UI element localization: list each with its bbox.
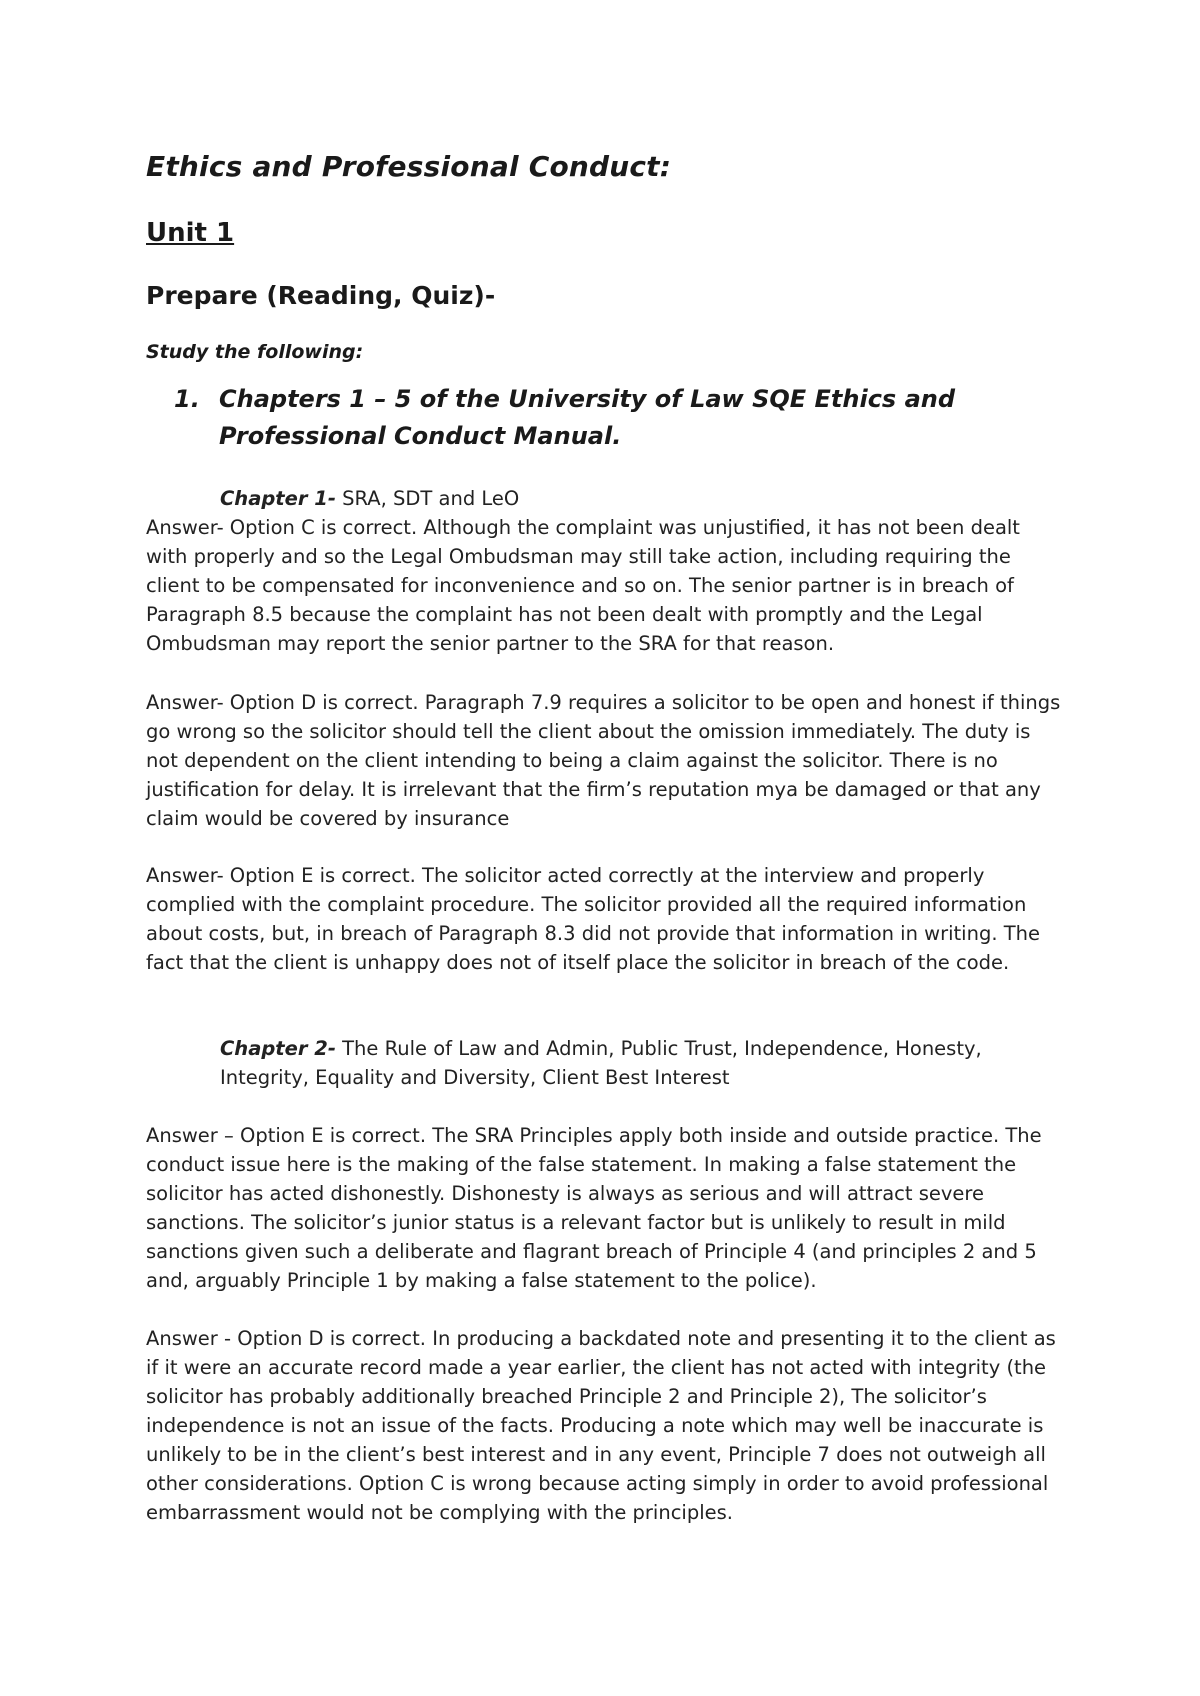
chapter-1-topics: SRA, SDT and LeO: [335, 487, 520, 510]
chapter-2-answer-1: Answer – Option E is correct. The SRA Principles apply both inside and outside practice. The conduct issue here is the making of the false statement. In making a false statement the solicitor has acted dishonestly. Dishonesty is always as serious and will attract severe sanctions. The solicitor’s junior status is a relevant factor but is unlikely to result in mild sanctions given such a deliberate and flagrant breach of Principle 4 (and principles 2 and 5 and, arguably Principle 1 by making a false statement to the police).: [146, 1124, 1042, 1292]
chapter-2-label: Chapter 2-: [220, 1037, 336, 1060]
chapter-2-topics: The Rule of Law and Admin, Public Trust, Independence, Honesty, Integrity, Equality and Diversity, Client Best Interest: [220, 1037, 982, 1089]
prepare-heading: Prepare (Reading, Quiz)-: [146, 281, 496, 310]
document-title: Ethics and Professional Conduct:: [146, 150, 672, 183]
list-item-text: Chapters 1 – 5 of the University of Law SQE Ethics and Professional Conduct Manual.: [219, 385, 956, 450]
chapter-1-label: Chapter 1-: [220, 487, 336, 510]
list-item-number: 1.: [174, 385, 200, 413]
chapter-2-heading: [220, 1034, 1060, 1092]
chapter-1-heading: [220, 484, 519, 513]
chapter-2-answer-2: Answer - Option D is correct. In producing a backdated note and presenting it to the client as if it were an accurate record made a year earlier, the client has not acted with integrity (the solicitor has probably additionally breached Principle 2 and Principle 2), The solicitor’s independence is not an issue of the facts. Producing a note which may well be inaccurate is unlikely to be in the client’s best interest and in any event, Principle 7 does not outweigh all other considerations. Option C is wrong because acting simply in order to avoid professional embarrassment would not be complying with the principles.: [146, 1327, 1056, 1524]
chapter-1-answer-3: Answer- Option E is correct. The solicitor acted correctly at the interview and properly complied with the complaint procedure. The solicitor provided all the required information about costs, but, in breach of Paragraph 8.3 did not provide that information in writing. The fact that the client is unhappy does not of itself place the solicitor in breach of the code.: [146, 864, 1041, 974]
reading-list-item: [174, 381, 994, 455]
chapter-1-answer-1: Answer- Option C is correct. Although the complaint was unjustified, it has not been dealt with properly and so the Legal Ombudsman may still take action, including requiring the client to be compensated for inconvenience and so on. The senior partner is in breach of Paragraph 8.5 because the complaint has not been dealt with promptly and the Legal Ombudsman may report the senior partner to the SRA for that reason.: [146, 516, 1020, 655]
study-instruction: Study the following:: [146, 341, 364, 363]
chapter-1-answer-2: Answer- Option D is correct. Paragraph 7.9 requires a solicitor to be open and honest if things go wrong so the solicitor should tell the client about the omission immediately. The duty is not dependent on the client intending to being a claim against the solicitor. There is no justification for delay. It is irrelevant that the firm’s reputation mya be damaged or that any claim would be covered by insurance: [146, 691, 1061, 830]
unit-heading: Unit 1: [146, 218, 235, 248]
